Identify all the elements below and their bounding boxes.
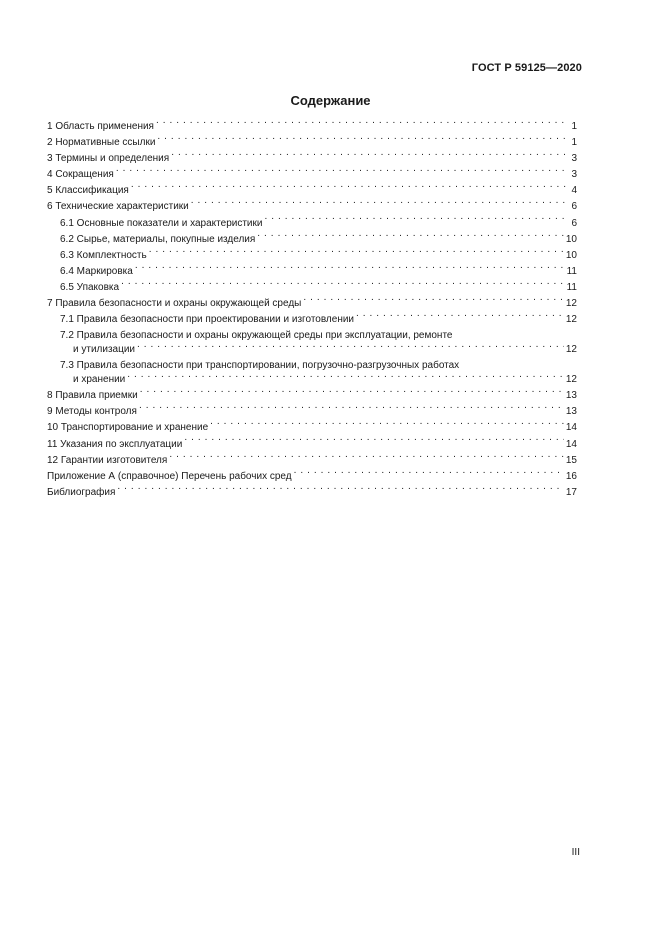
toc-entry[interactable]: [47, 119, 577, 135]
dot-leader: [171, 151, 569, 161]
dot-leader: [137, 342, 564, 352]
toc-entry-title: 5 Классификация: [47, 185, 129, 197]
toc-entry-title: 6.1 Основные показатели и характеристики: [60, 217, 263, 229]
toc-entry-title: 1 Область применения: [47, 121, 154, 132]
toc-entry[interactable]: [47, 388, 577, 404]
dot-leader: [264, 216, 569, 226]
toc-entry-title: 6.3 Комплектность: [60, 249, 147, 261]
toc-entry[interactable]: [47, 469, 577, 485]
toc-entry-page: 13: [565, 406, 577, 418]
toc-entry-title: 11 Указания по эксплуатации: [47, 438, 183, 450]
toc-entry-title: 3 Термины и определения: [47, 153, 170, 165]
dot-leader: [356, 312, 564, 322]
toc-entry-title: 7 Правила безопасности и охраны окружающей среды: [47, 298, 302, 310]
toc-entry[interactable]: [47, 437, 577, 453]
toc-entry-title: 6 Технические характеристики: [47, 201, 189, 213]
toc-entry-page: 6: [571, 201, 577, 213]
toc-subentry[interactable]: [47, 248, 577, 264]
toc-entry[interactable]: [47, 404, 577, 420]
toc-entry-page: 15: [565, 454, 577, 466]
toc-entry-page: 11: [566, 265, 577, 277]
toc-entry-page: 6: [571, 217, 577, 229]
toc-entry-title: 8 Правила приемки: [47, 390, 138, 402]
toc-entry-page: 12: [565, 298, 577, 310]
toc-entry-title: 4 Сокращения: [47, 169, 114, 181]
dot-leader: [184, 437, 564, 447]
toc-entry[interactable]: [47, 453, 577, 469]
standard-code: ГОСТ Р 59125—2020: [471, 62, 582, 74]
page-number: III: [571, 847, 580, 858]
page-title: Содержание: [290, 93, 371, 108]
toc-entry-title: 7.1 Правила безопасности при проектировании и изготовлении: [60, 314, 355, 326]
dot-leader: [140, 388, 564, 398]
toc-entry-title: Приложение А (справочное) Перечень рабочих сред: [47, 470, 292, 482]
toc-entry-page: 17: [565, 486, 577, 498]
dot-leader: [294, 469, 564, 479]
toc-subentry[interactable]: [47, 216, 577, 232]
toc-entry-title: 10 Транспортирование и хранение: [47, 422, 209, 434]
toc-entry[interactable]: [47, 135, 577, 151]
toc-entry[interactable]: [47, 485, 577, 501]
toc-entry[interactable]: [47, 151, 577, 167]
toc-entry-page: 4: [571, 185, 577, 197]
toc-entry-title-line2: и утилизации: [73, 344, 135, 356]
toc-entry-page: 10: [565, 249, 577, 261]
dot-leader: [169, 453, 564, 463]
toc-entry-title: 2 Нормативные ссылки: [47, 137, 156, 149]
dot-leader: [127, 372, 564, 382]
toc-subentry[interactable]: [47, 264, 577, 280]
toc-entry-page: 1: [571, 137, 577, 149]
toc-entry-page: 13: [565, 390, 577, 402]
toc-entry-page: 3: [571, 169, 577, 181]
toc-entry[interactable]: [47, 296, 577, 312]
dot-leader: [149, 248, 564, 258]
toc-entry-page: 14: [565, 438, 577, 450]
toc-entry-page: 12: [565, 374, 577, 386]
table-of-contents: [47, 119, 577, 501]
toc-entry-page: 12: [565, 314, 577, 326]
toc-entry-page: 11: [566, 281, 577, 293]
toc-entry-page: 3: [571, 153, 577, 165]
dot-leader: [121, 280, 565, 290]
toc-entry-page: 16: [565, 470, 577, 482]
toc-subentry[interactable]: [47, 280, 577, 296]
toc-entry-page: 1: [571, 121, 577, 132]
dot-leader: [139, 404, 564, 414]
toc-entry[interactable]: [47, 420, 577, 436]
dot-leader: [135, 264, 565, 274]
toc-entry-continuation: [60, 342, 577, 357]
dot-leader: [156, 119, 569, 129]
toc-entry-title: 12 Гарантии изготовителя: [47, 454, 168, 466]
toc-entry-title-line1: 7.3 Правила безопасности при транспортировании, погрузочно-разгрузочных работах: [60, 360, 460, 372]
dot-leader: [191, 199, 570, 209]
toc-entry-title: 6.4 Маркировка: [60, 265, 133, 277]
toc-entry-title-line2: и хранении: [73, 374, 126, 386]
dot-leader: [157, 135, 569, 145]
toc-entry[interactable]: [47, 183, 577, 199]
toc-entry-title: 6.2 Сырье, материалы, покупные изделия: [60, 233, 256, 245]
toc-entry-page: 10: [565, 233, 577, 245]
dot-leader: [117, 485, 563, 495]
dot-leader: [116, 167, 570, 177]
toc-subentry-multiline[interactable]: [47, 357, 577, 387]
toc-subentry[interactable]: [47, 232, 577, 248]
toc-entry[interactable]: [47, 199, 577, 215]
toc-entry-page: 14: [565, 422, 577, 434]
toc-entry-title: 9 Методы контроля: [47, 406, 137, 418]
dot-leader: [210, 420, 564, 430]
dot-leader: [303, 296, 564, 306]
toc-entry-continuation: [60, 372, 577, 387]
toc-entry-page: 12: [565, 344, 577, 356]
toc-entry-title: Библиография: [47, 486, 116, 498]
toc-subentry[interactable]: [47, 312, 577, 328]
dot-leader: [257, 232, 564, 242]
toc-entry-title-line1: 7.2 Правила безопасности и охраны окружающей среды при эксплуатации, ремонте: [60, 330, 453, 342]
toc-entry[interactable]: [47, 167, 577, 183]
toc-entry-title: 6.5 Упаковка: [60, 281, 120, 293]
dot-leader: [131, 183, 570, 193]
toc-subentry-multiline[interactable]: [47, 328, 577, 357]
